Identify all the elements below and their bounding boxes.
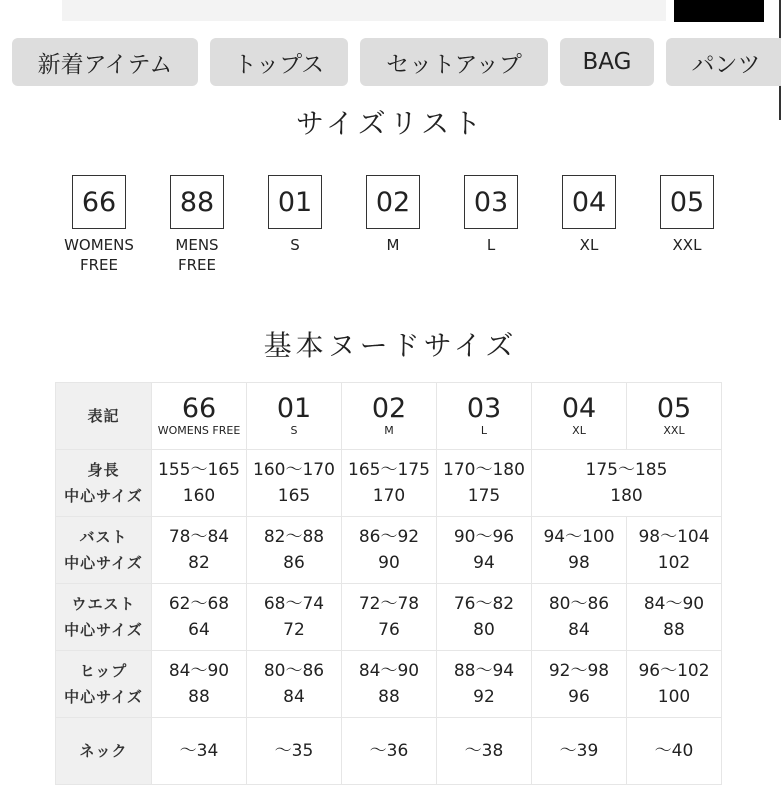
table-cell: 〜35	[247, 718, 342, 785]
category-tops[interactable]: トップス	[210, 38, 348, 86]
table-row	[56, 584, 722, 651]
table-cell: 84〜90 88	[342, 651, 437, 718]
category-pants[interactable]: パンツ	[666, 38, 781, 86]
table-cell: 〜38	[437, 718, 532, 785]
size-code: 88	[170, 175, 224, 229]
category-bag[interactable]: BAG	[560, 38, 654, 86]
size-column-header: 66 WOMENS FREE	[152, 383, 247, 450]
size-item	[344, 175, 442, 275]
table-cell: 175〜185 180	[532, 450, 722, 517]
table-cell: 155〜165 160	[152, 450, 247, 517]
size-item	[442, 175, 540, 275]
table-cell: 80〜86 84	[532, 584, 627, 651]
table-cell: 68〜74 72	[247, 584, 342, 651]
table-row	[56, 517, 722, 584]
size-label: XL	[579, 236, 599, 254]
table-cell: 160〜170 165	[247, 450, 342, 517]
size-code: 66	[72, 175, 126, 229]
size-label: M	[386, 236, 400, 254]
table-cell: 90〜96 94	[437, 517, 532, 584]
size-list-title: サイズリスト	[295, 107, 486, 140]
table-row	[56, 718, 722, 785]
size-item	[50, 175, 148, 275]
table-cell: 〜39	[532, 718, 627, 785]
table-cell: 84〜90 88	[627, 584, 722, 651]
table-cell: 88〜94 92	[437, 651, 532, 718]
size-column-header: 03 L	[437, 383, 532, 450]
size-list	[50, 175, 736, 275]
size-column-header: 01 S	[247, 383, 342, 450]
row-label: ヒップ 中心サイズ	[56, 651, 152, 718]
size-column-header: 04 XL	[532, 383, 627, 450]
table-cell: 170〜180 175	[437, 450, 532, 517]
size-item	[148, 175, 246, 275]
row-label: ネック	[56, 718, 152, 785]
size-column-header: 05 XXL	[627, 383, 722, 450]
table-cell: 96〜102 100	[627, 651, 722, 718]
size-code: 03	[464, 175, 518, 229]
search-button[interactable]	[674, 0, 764, 22]
size-item	[246, 175, 344, 275]
table-cell: 165〜175 170	[342, 450, 437, 517]
table-cell: 94〜100 98	[532, 517, 627, 584]
table-cell: 78〜84 82	[152, 517, 247, 584]
table-header-row	[56, 383, 722, 450]
table-cell: 72〜78 76	[342, 584, 437, 651]
table-cell: 82〜88 86	[247, 517, 342, 584]
category-setup[interactable]: セットアップ	[360, 38, 548, 86]
search-input[interactable]	[62, 0, 666, 21]
table-row	[56, 450, 722, 517]
size-label: MENS FREE	[175, 236, 219, 274]
table-cell: 〜40	[627, 718, 722, 785]
table-cell: 〜36	[342, 718, 437, 785]
table-row	[56, 651, 722, 718]
table-cell: 98〜104 102	[627, 517, 722, 584]
table-cell: 62〜68 64	[152, 584, 247, 651]
row-label: 表記	[56, 383, 152, 450]
row-label: バスト 中心サイズ	[56, 517, 152, 584]
size-label: S	[290, 236, 300, 254]
size-code: 05	[660, 175, 714, 229]
table-cell: 80〜86 84	[247, 651, 342, 718]
nude-size-title: 基本ヌードサイズ	[263, 329, 518, 362]
size-table	[55, 382, 722, 785]
row-label: 身長 中心サイズ	[56, 450, 152, 517]
table-cell: 92〜98 96	[532, 651, 627, 718]
category-nav	[12, 38, 781, 86]
table-cell: 84〜90 88	[152, 651, 247, 718]
size-code: 04	[562, 175, 616, 229]
size-code: 02	[366, 175, 420, 229]
row-label: ウエスト 中心サイズ	[56, 584, 152, 651]
size-code: 01	[268, 175, 322, 229]
size-label: XXL	[672, 236, 702, 254]
size-item	[540, 175, 638, 275]
size-label: WOMENS FREE	[64, 236, 134, 274]
size-column-header: 02 M	[342, 383, 437, 450]
size-label: L	[486, 236, 496, 254]
table-cell: 76〜82 80	[437, 584, 532, 651]
size-item	[638, 175, 736, 275]
category-new-items[interactable]: 新着アイテム	[12, 38, 198, 86]
table-cell: 〜34	[152, 718, 247, 785]
table-cell: 86〜92 90	[342, 517, 437, 584]
